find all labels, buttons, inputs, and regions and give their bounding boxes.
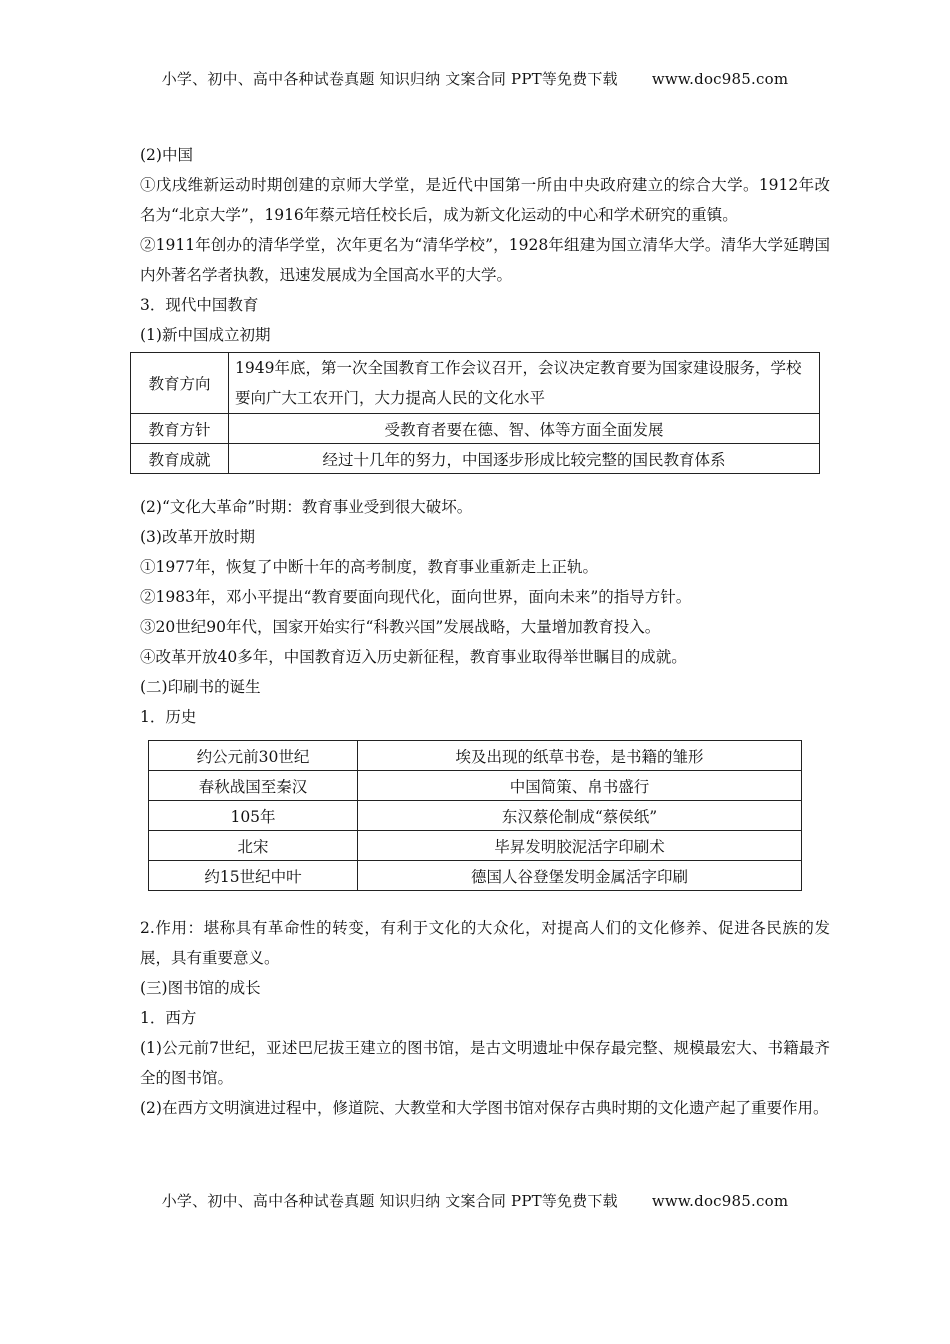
table-event-cell: 德国人谷登堡发明金属活字印刷 xyxy=(358,861,802,891)
library-paragraph-2: (2)在西方文明演进过程中，修道院、大教堂和大学图书馆对保存古典时期的文化遗产起了重要作用。 xyxy=(140,1099,829,1117)
list-item: ②1983年，邓小平提出“教育要面向现代化，面向世界，面向未来”的指导方针。 xyxy=(140,588,692,606)
footer-url[interactable]: www.doc985.com xyxy=(651,1192,789,1210)
list-item: ①1977年，恢复了中断十年的高考制度，教育事业重新走上正轨。 xyxy=(140,558,598,576)
section-title-printing: (二)印刷书的诞生 xyxy=(140,678,261,696)
document-body xyxy=(140,140,830,1123)
subsection-printing-history: 1．历史 xyxy=(140,708,197,726)
table-event-cell: 埃及出现的纸草书卷，是书籍的雏形 xyxy=(358,741,802,771)
table-time-cell: 约15世纪中叶 xyxy=(149,861,358,891)
table-time-cell: 105年 xyxy=(149,801,358,831)
subsection-early-prc: (1)新中国成立初期 xyxy=(140,326,271,344)
printing-effect-paragraph: 2.作用：堪称具有革命性的转变，有利于文化的大众化，对提高人们的文化修养、促进各民族的发展，具有重要意义。 xyxy=(140,919,830,967)
header-text: 小学、初中、高中各种试卷真题 知识归纳 文案合同 PPT等免费下载 xyxy=(161,70,618,88)
page-footer xyxy=(0,1190,950,1211)
library-paragraph-1: (1)公元前7世纪，亚述巴尼拔王建立的图书馆，是古文明遗址中保存最完整、规模最宏大、书籍最齐全的图书馆。 xyxy=(140,1039,830,1087)
page-header xyxy=(0,68,950,89)
table-row xyxy=(149,771,802,801)
table-event-cell: 毕昇发明胶泥活字印刷术 xyxy=(358,831,802,861)
table-row xyxy=(149,801,802,831)
table-key-cell: 教育方针 xyxy=(131,414,229,444)
table-row xyxy=(149,861,802,891)
subsection-cultural-revolution: (2)“文化大革命”时期：教育事业受到很大破坏。 xyxy=(140,498,473,516)
table-row xyxy=(131,444,820,474)
header-url[interactable]: www.doc985.com xyxy=(651,70,789,88)
table-row xyxy=(131,414,820,444)
subsection-reform-opening: (3)改革开放时期 xyxy=(140,528,255,546)
footer-text: 小学、初中、高中各种试卷真题 知识归纳 文案合同 PPT等免费下载 xyxy=(161,1192,618,1210)
section-title-china: (2)中国 xyxy=(140,146,193,164)
printing-history-table xyxy=(148,740,802,891)
table-time-cell: 春秋战国至秦汉 xyxy=(149,771,358,801)
china-paragraph-2: ②1911年创办的清华学堂，次年更名为“清华学校”，1928年组建为国立清华大学。清华大学延聘国内外著名学者执教，迅速发展成为全国高水平的大学。 xyxy=(140,236,830,284)
table-row xyxy=(131,353,820,414)
section-title-library: (三)图书馆的成长 xyxy=(140,979,261,997)
table-key-cell: 教育成就 xyxy=(131,444,229,474)
table-value-cell: 受教育者要在德、智、体等方面全面发展 xyxy=(229,414,820,444)
table-value-cell: 经过十几年的努力，中国逐步形成比较完整的国民教育体系 xyxy=(229,444,820,474)
table-time-cell: 北宋 xyxy=(149,831,358,861)
china-paragraph-1: ①戊戌维新运动时期创建的京师大学堂，是近代中国第一所由中央政府建立的综合大学。1912年改名为“北京大学”，1916年蔡元培任校长后，成为新文化运动的中心和学术研究的重镇。 xyxy=(140,176,830,224)
table-row xyxy=(149,831,802,861)
table-value-cell: 1949年底，第一次全国教育工作会议召开，会议决定教育要为国家建设服务，学校要向广大工农开门，大力提高人民的文化水平 xyxy=(229,353,820,414)
list-item: ④改革开放40多年，中国教育迈入历史新征程，教育事业取得举世瞩目的成就。 xyxy=(140,648,687,666)
list-item: ③20世纪90年代，国家开始实行“科教兴国”发展战略，大量增加教育投入。 xyxy=(140,618,661,636)
subsection-west: 1．西方 xyxy=(140,1009,197,1027)
table-time-cell: 约公元前30世纪 xyxy=(149,741,358,771)
table-event-cell: 东汉蔡伦制成“蔡侯纸” xyxy=(358,801,802,831)
table-event-cell: 中国简策、帛书盛行 xyxy=(358,771,802,801)
table-key-cell: 教育方向 xyxy=(131,353,229,414)
table-row xyxy=(149,741,802,771)
early-prc-education-table xyxy=(130,352,820,474)
section-title-modern-education: 3．现代中国教育 xyxy=(140,296,259,314)
